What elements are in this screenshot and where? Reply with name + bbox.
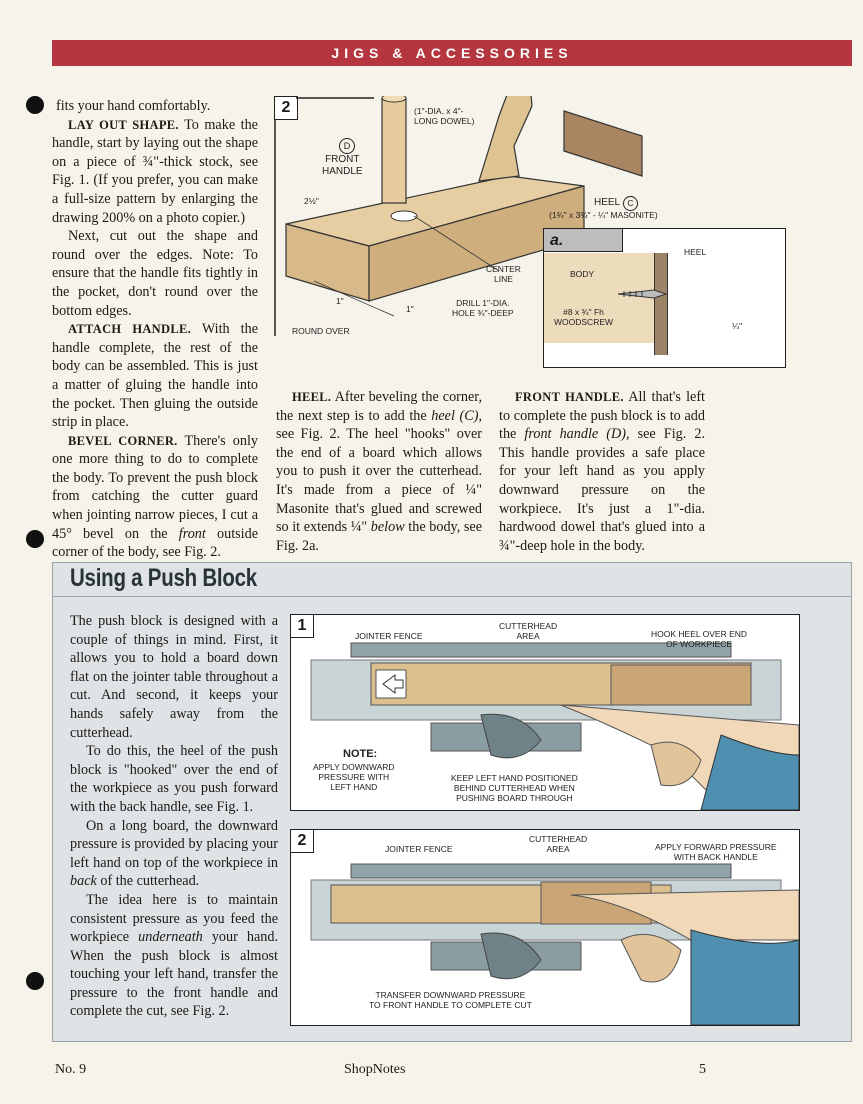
figure-number: 2 [291, 830, 314, 853]
paragraph [499, 388, 705, 555]
dimension-label: 2½" [304, 196, 319, 206]
heel-label: HEEL [594, 197, 621, 208]
detail-heel-label: HEEL [684, 247, 707, 257]
paragraph-text: the body, see Fig. 2a. [276, 519, 482, 554]
figure-number: 1 [291, 615, 314, 638]
drill-label: DRILL 1"-DIA. HOLE ¾"-DEEP [452, 298, 514, 318]
paragraph-text: To make the handle, start by laying out the shape on a piece of ¾"-thick stock, see Fig. 1. (If you prefer, you can make a full-size pattern by enlarging the drawing 200% on a photo copier.) [52, 116, 258, 226]
paragraph-text: The idea here is to maintain consistent pressure as you feed the workpiece [70, 891, 278, 946]
cutterhead-label: CUTTERHEAD AREA [529, 834, 588, 854]
binder-hole [26, 972, 44, 990]
figure-2a-detail [543, 228, 786, 368]
emphasis: front [178, 525, 206, 542]
subhead-heel: HEEL. [292, 390, 332, 404]
detail-heel-board [654, 253, 668, 355]
figure-number: 2 [274, 96, 298, 120]
paragraph [52, 320, 258, 432]
footer-page-number: 5 [699, 1062, 706, 1077]
hook-heel-label: HOOK HEEL OVER END OF WORKPIECE [651, 629, 748, 649]
part-c-marker: C [623, 196, 638, 211]
paragraph: fits your hand comfortably. [56, 98, 211, 114]
footer-magazine: ShopNotes [344, 1062, 406, 1077]
jointer-fence-label: JOINTER FENCE [355, 631, 423, 641]
subhead-layout: LAY OUT SHAPE. [68, 117, 179, 132]
column-3-text [499, 388, 705, 555]
emphasis: back [70, 873, 97, 890]
dimension-label: 1" [406, 304, 414, 314]
paragraph [70, 817, 278, 891]
figure-1-pushing [290, 614, 800, 811]
box-text [70, 612, 278, 1021]
paragraph-text: outside corner of the body, see Fig. 2. [52, 525, 259, 561]
dowel-label: (1"-DIA. x 4"- LONG DOWEL) [414, 106, 475, 126]
forward-pressure-label: APPLY FORWARD PRESSURE WITH BACK HANDLE [655, 842, 777, 862]
keep-hand-label: KEEP LEFT HAND POSITIONED BEHIND CUTTERHEAD WHEN PUSHING BOARD THROUGH [451, 773, 578, 803]
paragraph: The push block is designed with a couple of things in mind. First, it allows you to hold a board down flat on the jointer table throughout a cut. And second, it keeps your hands safely away from the cutterhead. [70, 613, 278, 741]
paragraph [70, 891, 278, 1021]
box-title-rule [52, 596, 852, 597]
dimension-label: 1" [336, 296, 344, 306]
detail-body-label: BODY [570, 269, 595, 279]
paragraph-text: With the handle complete, the rest of the body can be assembled. This is just a matter of gluing the handle into the pocket. Then gluing the outside strip in place. [52, 321, 258, 431]
cutterhead-label: CUTTERHEAD AREA [499, 621, 558, 641]
box-title: Using a Push Block [70, 564, 257, 592]
paragraph-text: After beveling the corner, the next step is to add the [276, 389, 482, 424]
paragraph: To do this, the heel of the push block is "hooked" over the end of the workpiece as you push forward with the back handle, see Fig. 1. [70, 743, 278, 815]
part-d-marker: D [339, 138, 355, 154]
section-header-band [52, 40, 852, 66]
detail-letter: a. [543, 228, 623, 252]
transfer-pressure-label: TRANSFER DOWNWARD PRESSURE TO FRONT HANDLE TO COMPLETE CUT [369, 990, 532, 1010]
paragraph [276, 388, 482, 555]
subhead-bevel: BEVEL CORNER. [68, 433, 178, 448]
detail-quarter-label: ¼" [732, 321, 743, 331]
paragraph-text: see Fig. 2. The heel "hooks" over the end of a board which allows you to push it over the cutterhead. It's made from a piece of ¼" Masonite that's glued and screwed so it extends ¼" [276, 426, 482, 536]
emphasis: front handle (D), [524, 426, 630, 443]
paragraph-text: your hand. When the push block is almost touching your left hand, transfer the pressure to the front handle and complete the cut, see Fig. 2. [70, 929, 278, 1020]
paragraph [52, 116, 258, 228]
note-body: APPLY DOWNWARD PRESSURE WITH LEFT HAND [313, 762, 395, 792]
detail-screw-label: #8 x ¾" Fh WOODSCREW [554, 307, 614, 327]
center-line-label: CENTER LINE [486, 264, 521, 284]
footer-issue: No. 9 [55, 1062, 87, 1077]
paragraph-text: see Fig. 2. This handle provides a safe place for your left hand as you apply downward pressure on the workpiece. It's just a 1"-dia. hardwood dowel that's glued into a ¾"-deep hole in the body. [499, 426, 705, 554]
paragraph-text: There's only one more thing to do to complete the body. To prevent the push block from catching the cutter guard when jointing narrow pieces, I cut a 45° bevel on the [52, 432, 259, 542]
binder-hole [26, 96, 44, 114]
emphasis: heel (C), [431, 407, 482, 424]
note-title: NOTE: [343, 748, 378, 760]
paragraph: Next, cut out the shape and round over the edges. Note: To ensure that the handle fits tightly in the pocket, don't round over the bottom edges. [52, 228, 258, 319]
screw-icon [614, 284, 674, 304]
column-2-text [276, 388, 482, 555]
front-handle-label: FRONT HANDLE [322, 154, 363, 177]
column-1-text [52, 97, 258, 562]
paragraph-text: of the cutterhead. [96, 873, 200, 890]
jointer-fence-label: JOINTER FENCE [385, 844, 453, 854]
paragraph-text: All that's left to complete the push block is to add the [499, 389, 706, 443]
heel-size-label: (1¾" x 3¾" - ¼" MASONITE) [549, 210, 658, 220]
binder-hole [26, 530, 44, 548]
paragraph-text: On a long board, the downward pressure is provided by placing your left hand on top of the workpiece in [70, 817, 278, 871]
figure-2-completing-cut [290, 829, 800, 1026]
paragraph [52, 432, 258, 562]
subhead-attach: ATTACH HANDLE. [68, 322, 192, 337]
emphasis: below [370, 519, 405, 536]
round-over-label: ROUND OVER [292, 326, 350, 336]
section-title: JIGS & ACCESSORIES [331, 45, 573, 61]
emphasis: underneath [138, 929, 203, 946]
subhead-front: FRONT HANDLE. [515, 390, 624, 404]
